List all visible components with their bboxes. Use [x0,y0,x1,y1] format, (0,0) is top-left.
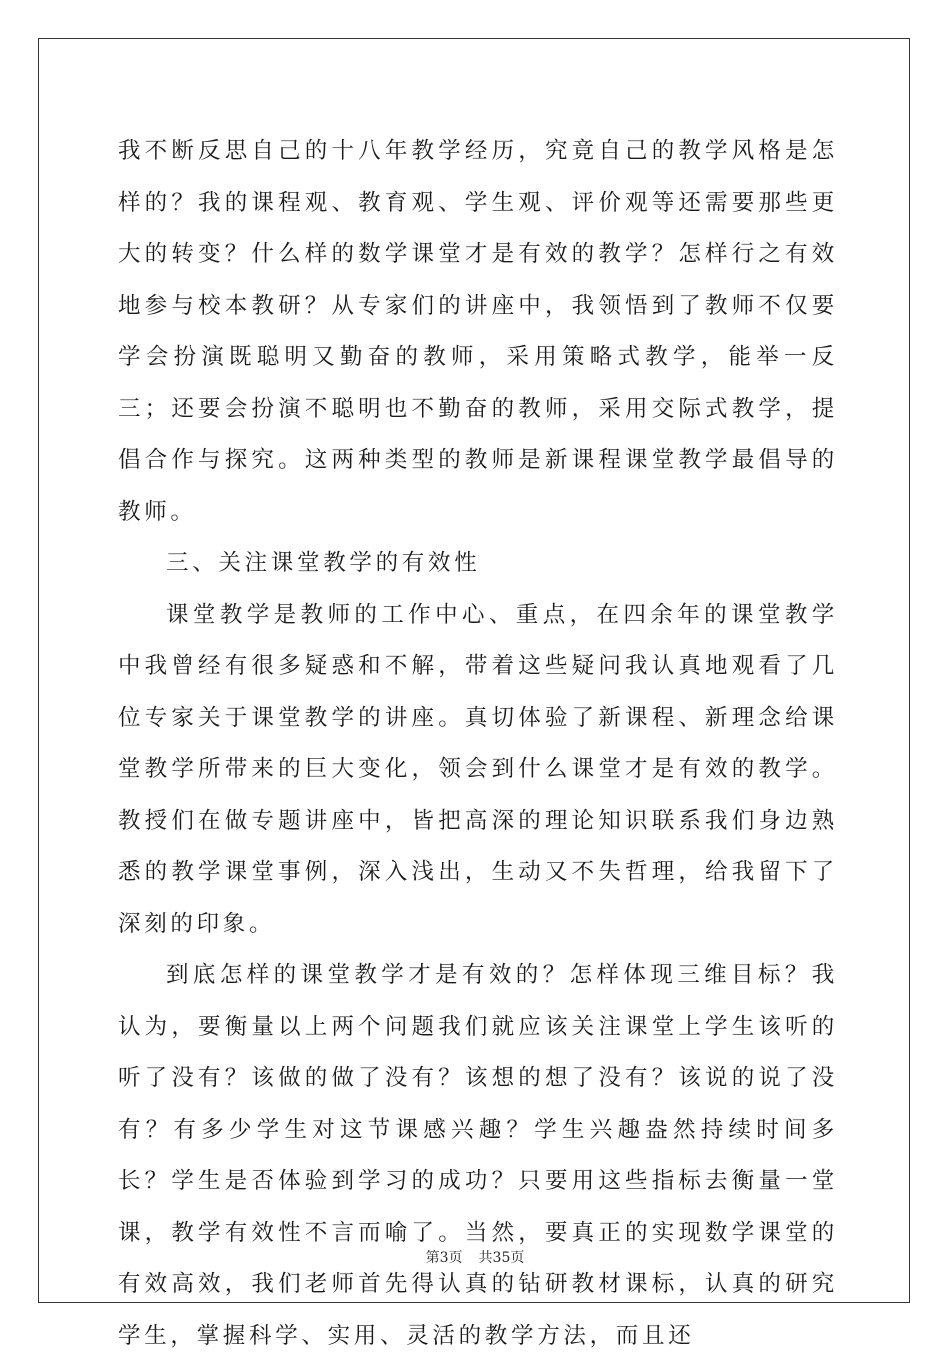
page-total: 共35页 [478,1250,525,1266]
page-number: 第3页 [425,1250,463,1266]
section-heading: 三、关注课堂教学的有效性 [166,550,481,576]
paragraph-1: 我不断反思自己的十八年教学经历，究竟自己的教学风格是怎样的？我的课程观、教育观、学生观、评价观等还需要那些更大的转变？什么样的数学课堂才是有效的教学？怎样行之有效地参与校本教研？从专家们的讲座中，我领悟到了教师不仅要学会扮演既聪明又勤奋的教师，采用策略式教学，能举一反三；还要会扮演不聪明也不勤奋的教师，采用交际式教学，提倡合作与探究。这两种类型的教师是新课程课堂教学最倡导的教师。 [118,138,838,525]
page-footer [0,1247,950,1267]
paragraph-3: 到底怎样的课堂教学才是有效的？怎样体现三维目标？我认为，要衡量以上两个问题我们就应该关注课堂上学生该听的听了没有？该做的做了没有？该想的想了没有？该说的说了没有？有多少学生对这节课感兴趣？学生兴趣盎然持续时间多长？学生是否体验到学习的成功？只要用这些指标去衡量一堂课，教学有效性不言而喻了。当然，要真正的实现数学课堂的有效高效，我们老师首先得认真的钻研教材课标，认真的研究学生，掌握科学、实用、灵活的教学方法，而且还 [118,962,838,1349]
paragraph-2: 课堂教学是教师的工作中心、重点，在四余年的课堂教学中我曾经有很多疑惑和不解，带着这些疑问我认真地观看了几位专家关于课堂教学的讲座。真切体验了新课程、新理念给课堂教学所带来的巨大变化，领会到什么课堂才是有效的教学。教授们在做专题讲座中，皆把高深的理论知识联系我们身边熟悉的教学课堂事例，深入浅出，生动又不失哲理，给我留下了深刻的印象。 [118,601,838,937]
document-body [118,126,838,1362]
